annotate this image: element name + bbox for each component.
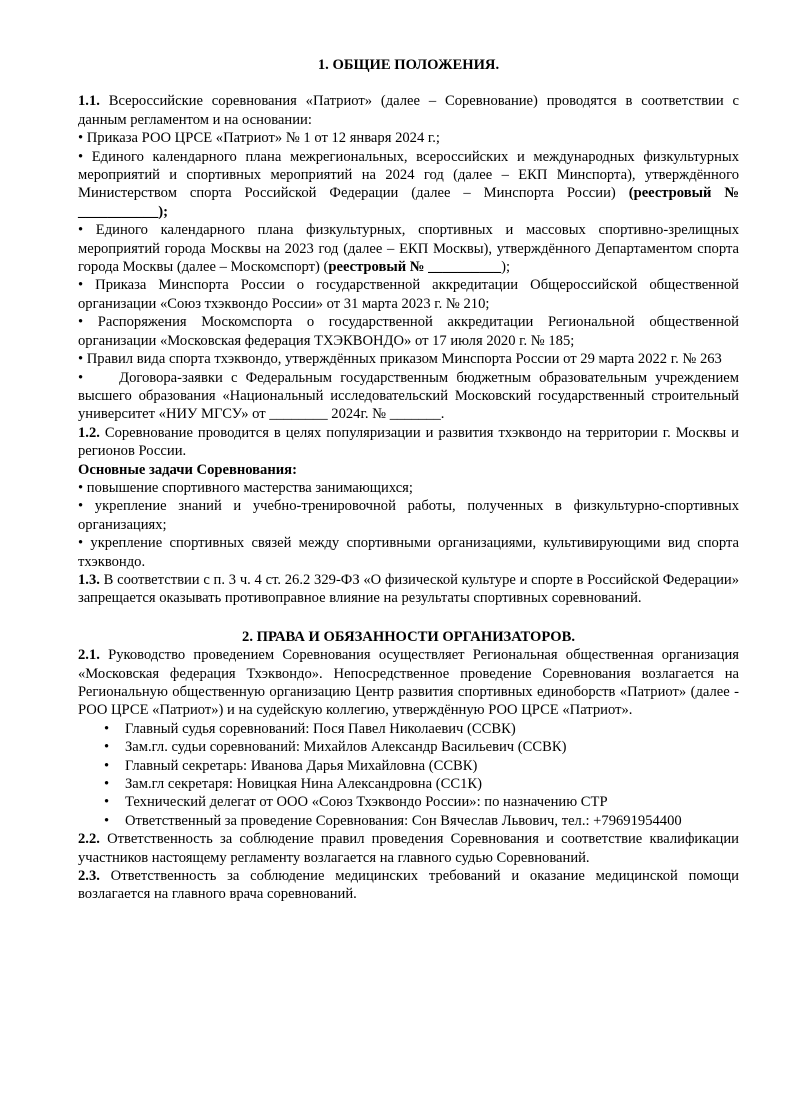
section-2-title: 2. ПРАВА И ОБЯЗАННОСТИ ОРГАНИЗАТОРОВ. <box>242 628 575 645</box>
bullet-icon: • <box>78 369 84 386</box>
clause-number: 1.2. <box>78 424 100 441</box>
bullet-icon: • <box>78 498 84 515</box>
bullet-icon: • <box>78 222 84 239</box>
bullet-icon: • <box>78 535 84 552</box>
bullet-icon: • <box>78 351 84 368</box>
basis-item-5: • Распоряжения Москомспорта о государственной аккредитации Региональной общественной организации «Московская федерация ТХЭКВОНДО» от 17 июля 2020 г. № 185; <box>78 314 739 349</box>
basis-item-3: • Единого календарного плана физкультурных, спортивных и массовых спортивно-зрелищных мероприятий города Москвы на 2023 год (далее – ЕКП Москвы), утверждённого Департаментом спорта города Москвы (далее – Москомспорт) (реестровый № __________); <box>78 222 739 276</box>
bullet-icon: • <box>78 130 84 147</box>
clause-1-3: 1.3. В соответствии с п. 3 ч. 4 ст. 26.2 329-ФЗ «О физической культуре и спорте в Российской Федерации» запрещается оказывать противоправное влияние на результаты спортивных соревнований. <box>78 571 739 607</box>
clause-number: 1.1. <box>78 93 100 110</box>
basis-item-6: • Правил вида спорта тхэквондо, утверждённых приказом Минспорта России от 29 марта 2022 г. № 263 <box>78 351 722 368</box>
clause-1-2: 1.2. Соревнование проводится в целях популяризации и развития тхэквондо на территории г. Москвы и регионов России. <box>78 424 739 460</box>
bullet-icon: • <box>78 148 84 165</box>
clause-number: 2.1. <box>78 647 100 664</box>
document-page <box>78 56 739 904</box>
task-item-2: • укрепление знаний и учебно-тренировочной работы, полученных в физкультурно-спортивных организациях; <box>78 498 739 533</box>
official-item: • Зам.гл. судьи соревнований: Михайлов Александр Васильевич (ССВК) <box>78 738 739 756</box>
official-item: • Ответственный за проведение Соревнования: Сон Вячеслав Львович, тел.: +79691954400 <box>78 812 739 830</box>
official-item: • Зам.гл секретаря: Новицкая Нина Александровна (СС1К) <box>78 775 739 793</box>
basis-item-2: • Единого календарного плана межрегиональных, всероссийских и международных физкультурных мероприятий и спортивных мероприятий на 2024 год (далее – ЕКП Минспорта), утверждённого Министерством спорта Российской Федерации (далее – Минспорта России) (реестровый № ___________); <box>78 148 740 220</box>
clause-2-3: 2.3. Ответственность за соблюдение медицинских требований и оказание медицинской помощи возлагается на главного врача соревнований. <box>78 868 739 903</box>
task-item-3: • укрепление спортивных связей между спортивными организациями, культивирующими вид спорта тхэквондо. <box>78 535 739 570</box>
clause-number: 2.2. <box>78 831 100 848</box>
bullet-icon: • <box>78 479 84 496</box>
clause-number: 2.3. <box>78 868 100 885</box>
clause-2-1: 2.1. Руководство проведением Соревнования осуществляет Региональная общественная организация «Московская федерация Тхэквондо». Непосредственное проведение Соревнования возлагается на Региональную общественную организацию Центр развития спортивных единоборств «Патриот» (далее - РОО ЦРСЕ «Патриот») и на судейскую коллегию, утверждённую РОО ЦРСЕ «Патриот». <box>78 647 739 719</box>
official-item: • Главный судья соревнований: Пося Павел Николаевич (ССВК) <box>78 720 739 738</box>
bullet-icon: • <box>78 277 84 294</box>
bullet-icon: • <box>78 314 84 331</box>
basis-item-4: • Приказа Минспорта России о государственной аккредитации Общероссийской общественной организации «Союз тхэквондо России» от 31 марта 2023 г. № 210; <box>78 277 739 312</box>
official-item: • Технический делегат от ООО «Союз Тхэквондо России»: по назначению СТР <box>78 793 739 811</box>
officials-list <box>78 720 739 830</box>
task-item-1: • повышение спортивного мастерства занимающихся; <box>78 479 413 496</box>
section-1-title: 1. ОБЩИЕ ПОЛОЖЕНИЯ. <box>317 57 500 73</box>
official-item: • Главный секретарь: Иванова Дарья Михайловна (ССВК) <box>78 757 739 775</box>
clause-number: 1.3. <box>78 571 100 588</box>
clause-2-2: 2.2. Ответственность за соблюдение правил проведения Соревнования и соответствие квалификации участников настоящему регламенту возлагается на главного судью Соревнований. <box>78 831 739 866</box>
basis-item-1: • Приказа РОО ЦРСЕ «Патриот» № 1 от 12 января 2024 г.; <box>78 130 440 147</box>
clause-1-1: 1.1. Всероссийские соревнования «Патриот» (далее – Соревнование) проводятся в соответствии с данным регламентом и на основании: <box>78 93 739 128</box>
basis-item-7: • Договора-заявки с Федеральным государственным бюджетным образовательным учреждением высшего образования «Национальный исследовательский Московский государственный строительный университет «НИУ МГСУ» от ________ 2024г. № _______. <box>78 369 739 423</box>
tasks-title: Основные задачи Соревнования: <box>78 461 297 478</box>
